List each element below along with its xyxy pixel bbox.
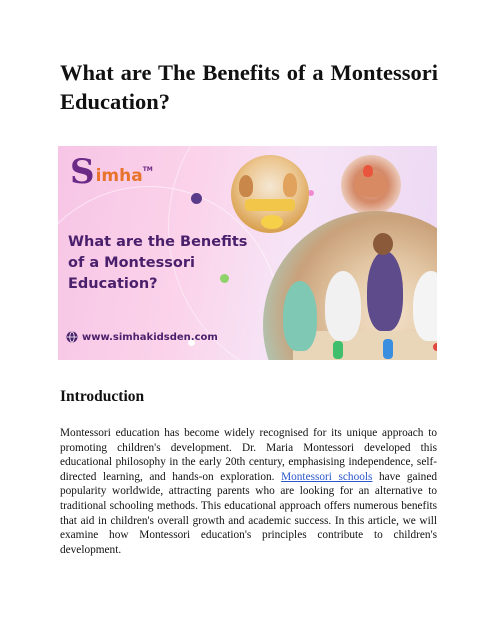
paragraph-text: have gained popularity worldwide, attracting parents who are looking for an alternative to traditional schooling methods. This educational approach offers numerous benefits that aid in children's overall growth and academic success. In this article, we will examine how Montessori education's principles contribute to children's development. xyxy=(60,470,437,556)
banner-image xyxy=(58,146,437,360)
hands-photo-circle xyxy=(341,155,401,215)
photo-hand-shape xyxy=(363,165,373,177)
photo-child-shape xyxy=(413,271,437,341)
logo-text xyxy=(96,166,153,186)
document-title: What are The Benefits of a Montessori Education? xyxy=(60,60,438,114)
banner-heading: What are the Benefits of a Montessori Education? xyxy=(68,234,248,292)
photo-head-shape xyxy=(373,233,393,255)
photo-child-shape xyxy=(239,175,253,197)
intro-paragraph xyxy=(60,426,437,557)
photo-toy-shape xyxy=(383,339,393,359)
photo-hands-shape xyxy=(355,173,387,197)
banner-url-text: www.simhakidsden.com xyxy=(82,331,218,343)
photo-child-shape xyxy=(325,271,361,341)
simha-logo xyxy=(70,152,153,192)
banner-website xyxy=(66,331,218,343)
globe-icon xyxy=(66,331,78,343)
photo-toy-shape xyxy=(433,343,437,351)
section-heading: Introduction xyxy=(60,388,145,405)
paragraph-text: Montessori education has become widely recognised for its unique approach to promoting children's development. Dr. Maria Montessori developed this educational philosophy in the early 20th century, emphasising independence, self-directed learning, and hands-on exploration. xyxy=(60,427,437,483)
logo-mark: S xyxy=(70,152,95,192)
photo-child-shape xyxy=(283,173,297,197)
montessori-schools-link[interactable]: Montessori schools xyxy=(281,470,373,483)
photo-chair-shape xyxy=(261,215,283,229)
logo-wordmark: imha xyxy=(95,166,143,186)
photo-table-shape xyxy=(245,199,295,211)
logo-trademark: TM xyxy=(142,166,153,173)
photo-child-shape xyxy=(283,281,317,351)
decorative-dot xyxy=(191,193,202,204)
photo-child-shape xyxy=(367,251,403,331)
classroom-photo-circle xyxy=(231,155,309,233)
photo-toy-shape xyxy=(333,341,343,359)
